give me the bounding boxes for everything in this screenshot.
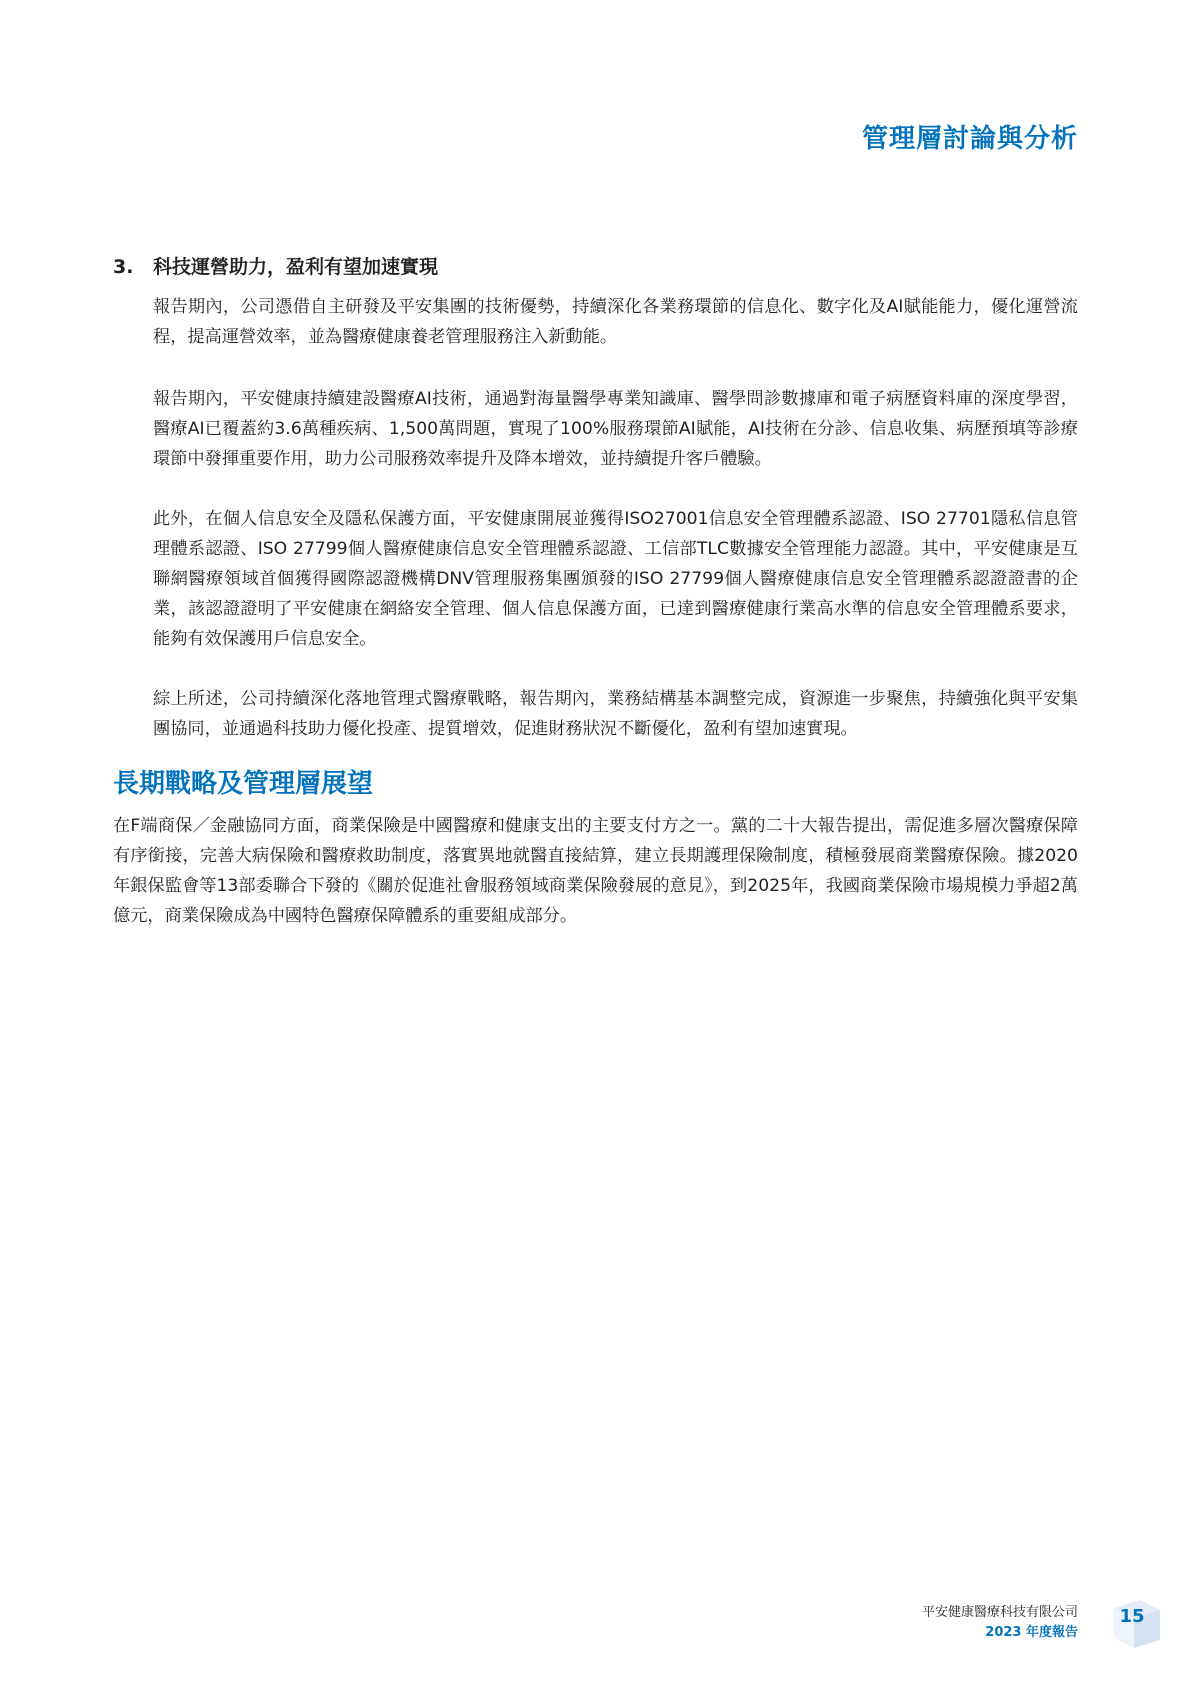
subsection-heading: [113, 252, 438, 279]
subsection-title: 科技運營助力，盈利有望加速實現: [153, 256, 439, 278]
paragraph-4: 綜上所述，公司持續深化落地管理式醫療戰略，報告期內，業務結構基本調整完成，資源進一步聚焦，持續強化與平安集團協同，並通過科技助力優化投產、提質增效，促進財務狀況不斷優化，盈利有望加速實現。: [153, 689, 1078, 739]
footer-report-title: 2023 年度報告: [985, 1625, 1078, 1640]
footer-company-name: 平安健康醫療科技有限公司: [921, 1605, 1078, 1620]
main-section-body: 在F端商保／金融協同方面，商業保險是中國醫療和健康支出的主要支付方之一。黨的二十大報告提出，需促進多層次醫療保障有序銜接，完善大病保險和醫療救助制度，落實異地就醫直接結算，建立長期護理保險制度，積極發展商業醫療保險。據2020年銀保監會等13部委聯合下發的《關於促進社會服務領域商業保險發展的意見》，到2025年，我國商業保險市場規模力爭超2萬億元，商業保險成為中國特色醫療保障體系的重要組成部分。: [113, 816, 1078, 926]
paragraph-2: 報告期內，平安健康持續建設醫療AI技術，通過對海量醫學專業知識庫、醫學問診數據庫和電子病歷資料庫的深度學習，醫療AI已覆蓋約3.6萬種疾病、1,500萬問題，實現了100%服務環節AI賦能，AI技術在分診、信息收集、病歷預填等診療環節中發揮重要作用，助力公司服務效率提升及降本增效，並持續提升客戶體驗。: [153, 389, 1078, 469]
section-title: 管理層討論與分析: [861, 124, 1078, 154]
paragraph-1: 報告期內，公司憑借自主研發及平安集團的技術優勢，持續深化各業務環節的信息化、數字化及AI賦能能力，優化運營流程，提高運營效率，並為醫療健康養老管理服務注入新動能。: [153, 297, 1078, 347]
subsection-number: 3.: [113, 256, 134, 278]
paragraph-3: 此外，在個人信息安全及隱私保護方面，平安健康開展並獲得ISO27001信息安全管理體系認證、ISO 27701隱私信息管理體系認證、ISO 27799個人醫療健康信息安全管理體系認證、工信部TLC數據安全管理能力認證。其中，平安健康是互聯網醫療領域首個獲得國際認證機構DNV管理服務集團頒發的ISO 27799個人醫療健康信息安全管理體系認證證書的企業，該認證證明了平安健康在網絡安全管理、個人信息保護方面，已達到醫療健康行業高水準的信息安全管理體系要求，能夠有效保護用戶信息安全。: [153, 509, 1078, 649]
main-section-heading: 長期戰略及管理層展望: [113, 769, 374, 799]
page-number: 15: [1119, 1606, 1145, 1627]
